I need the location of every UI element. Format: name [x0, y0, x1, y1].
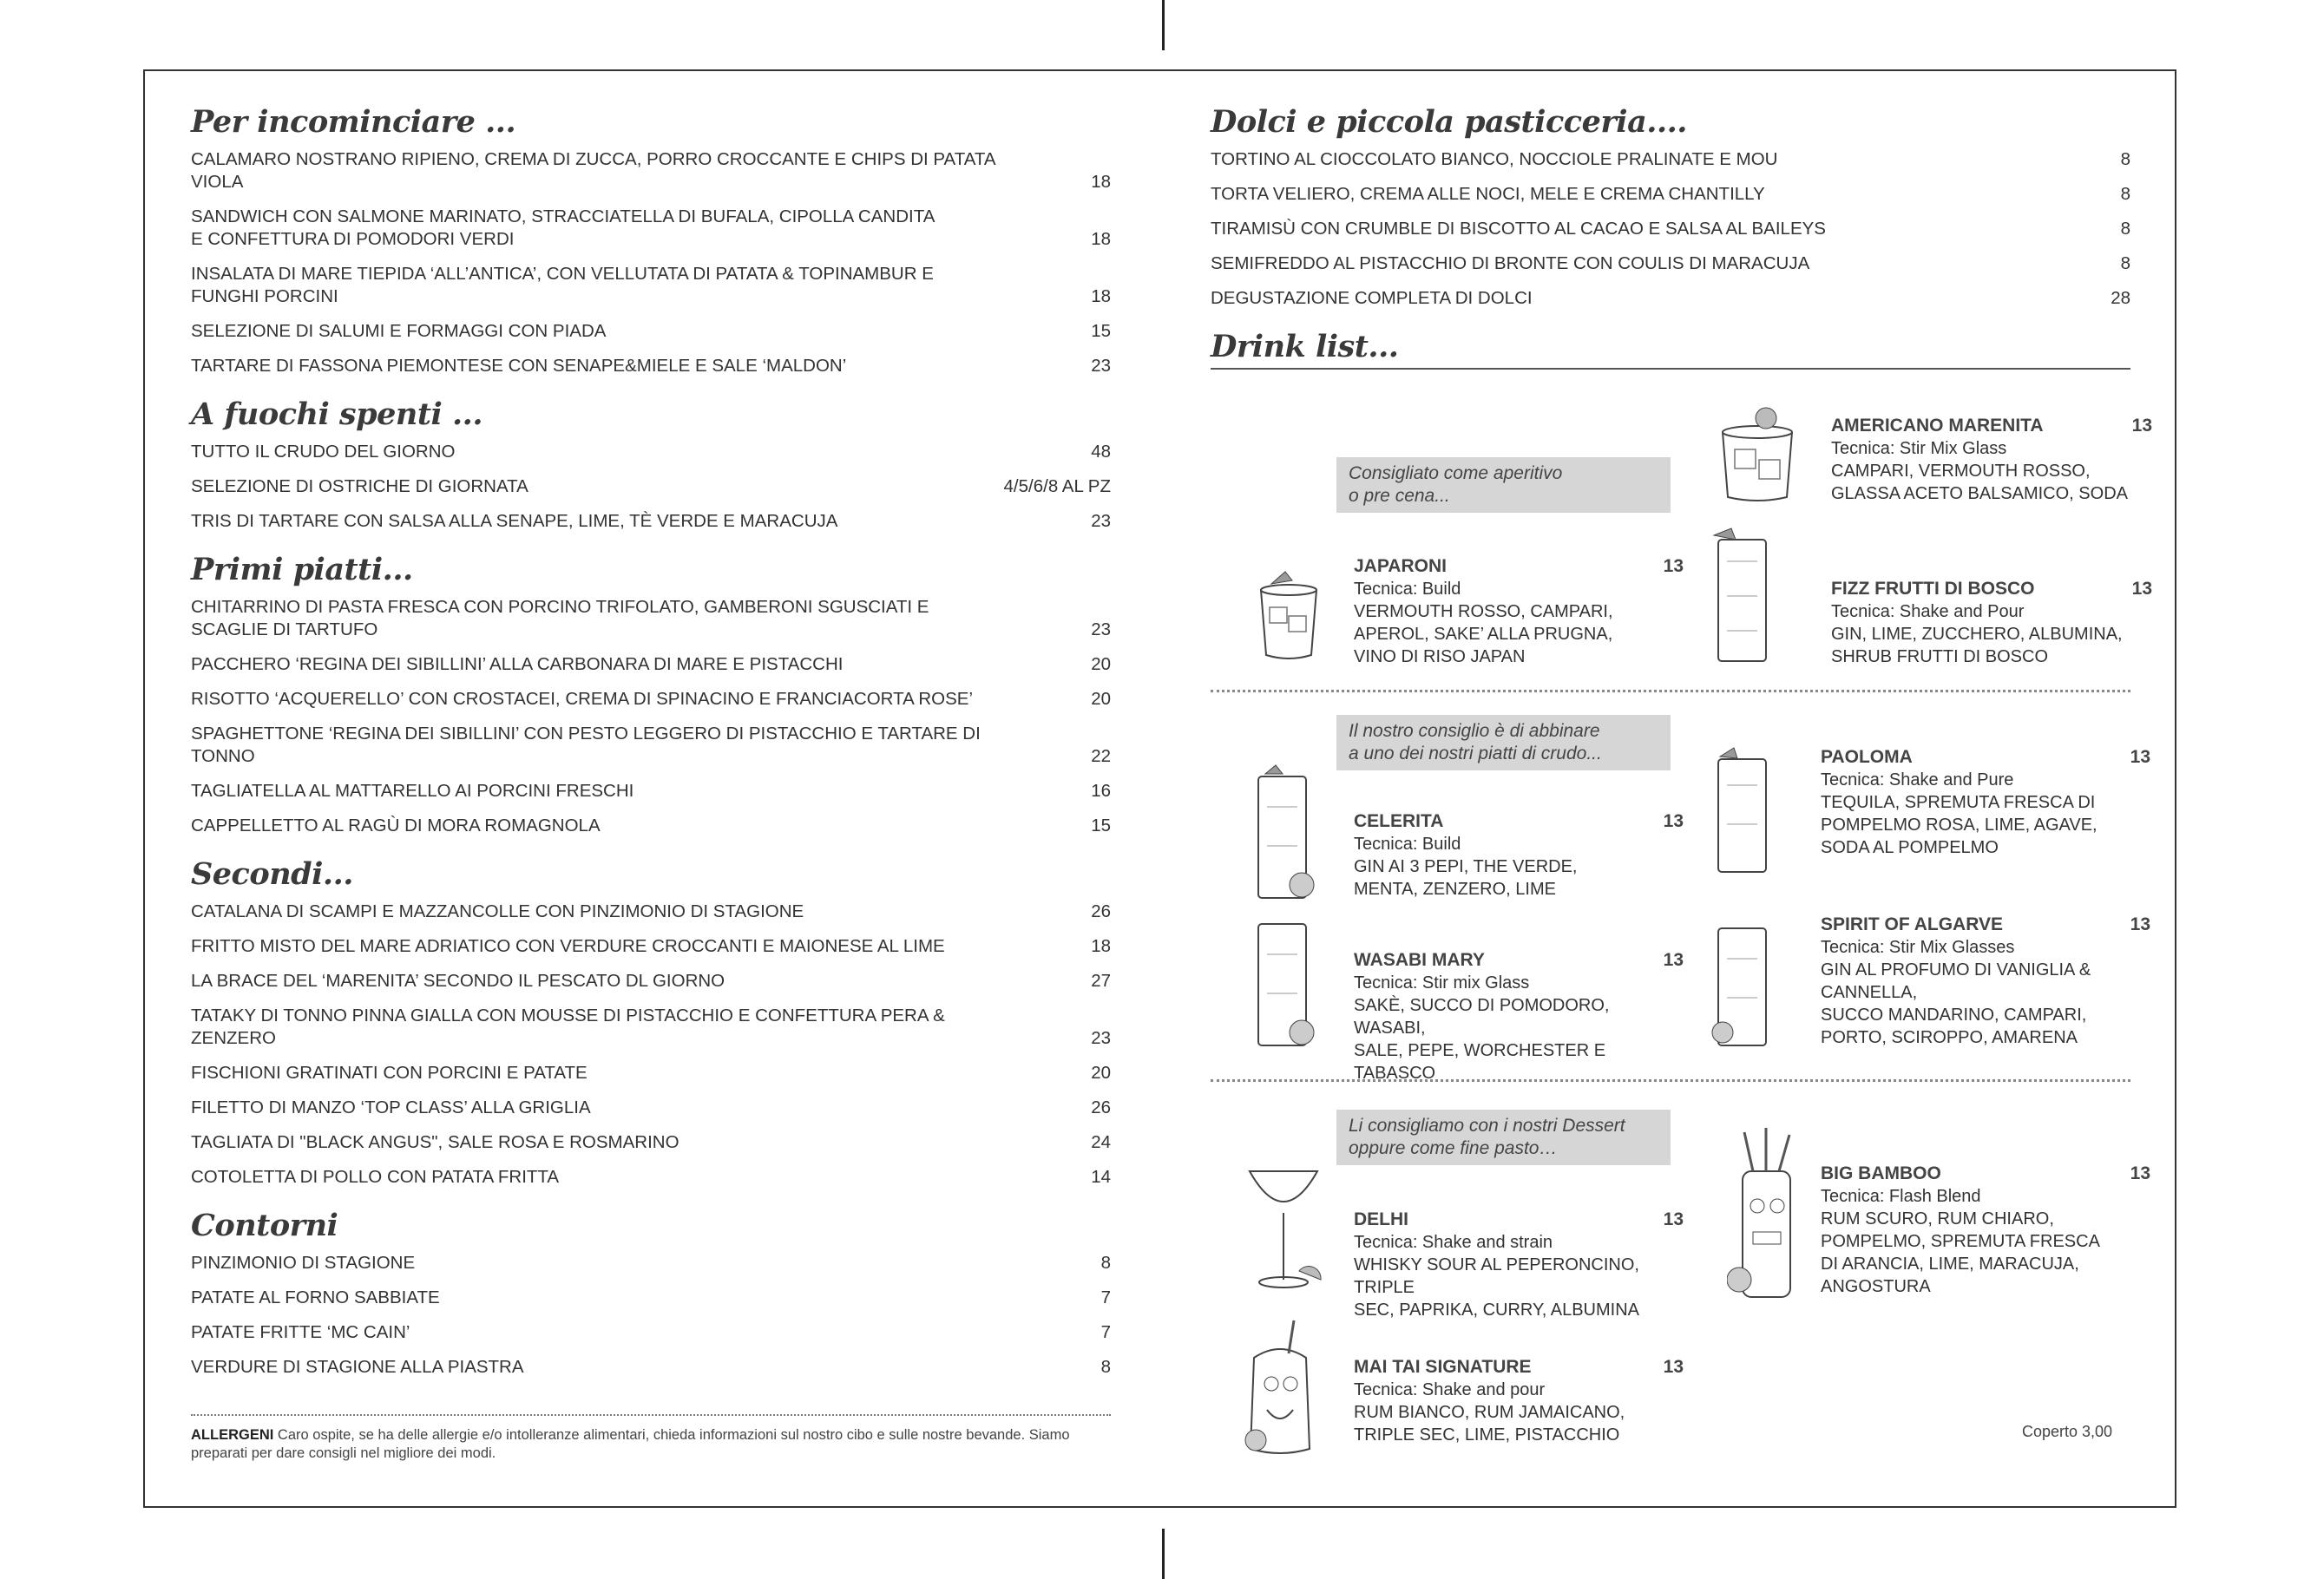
cocktail-header [1821, 914, 2150, 936]
cocktail-technique: Tecnica: Shake and Pure [1821, 770, 2014, 790]
menu-item-price: 18 [1091, 936, 1111, 956]
cocktail-entry [1354, 1356, 1684, 1446]
cocktail-ingredients: VERMOUTH ROSSO, CAMPARI, APEROL, SAKE’ ALLA PRUGNA, VINO DI RISO JAPAN [1354, 602, 1613, 666]
menu-item-name: TAGLIATA DI "BLACK ANGUS", SALE ROSA E ROSMARINO [191, 1132, 679, 1152]
menu-item-price: 14 [1091, 1167, 1111, 1187]
menu-item-name: TAGLIATELLA AL MATTARELLO AI PORCINI FRESCHI [191, 781, 634, 801]
section-title: Primi piatti... [191, 552, 413, 587]
menu-item [191, 1131, 1111, 1154]
cocktail-technique: Tecnica: Flash Blend [1821, 1187, 1981, 1206]
menu-item-price: 7 [1100, 1287, 1111, 1307]
cocktail-header [1821, 1163, 2150, 1185]
cocktail-header [1354, 555, 1684, 578]
cocktail-price: 13 [1663, 1209, 1684, 1229]
menu-item [191, 688, 1111, 711]
cocktail-name: BIG BAMBOO [1821, 1163, 1941, 1183]
cocktail-price: 13 [2130, 1163, 2150, 1183]
menu-item-price: 48 [1091, 442, 1111, 462]
cocktail-entry [1831, 415, 2152, 505]
menu-item-name: PINZIMONIO DI STAGIONE [191, 1253, 416, 1273]
menu-item-price: 23 [1091, 619, 1111, 639]
cocktail-entry [1821, 1163, 2150, 1298]
menu-item [191, 355, 1111, 377]
menu-section [191, 396, 1111, 533]
cocktail-price: 13 [1663, 556, 1684, 576]
menu-item [191, 1062, 1111, 1084]
cocktail-ingredients: GIN, LIME, ZUCCHERO, ALBUMINA, SHRUB FRUTTI DI BOSCO [1831, 625, 2123, 666]
menu-item-name: PATATE AL FORNO SABBIATE [191, 1287, 440, 1307]
cocktail-entry [1831, 578, 2152, 668]
menu-item [191, 1356, 1111, 1379]
cocktail-header [1831, 415, 2152, 437]
cocktail-price: 13 [1663, 811, 1684, 831]
menu-item-name: DEGUSTAZIONE COMPLETA DI DOLCI [1211, 288, 1533, 308]
menu-item-price: 26 [1091, 901, 1111, 921]
cocktail-name: WASABI MARY [1354, 950, 1485, 970]
menu-item [191, 206, 1111, 251]
menu-item [1211, 148, 2130, 171]
cocktail-header [1821, 746, 2150, 769]
cocktail-name: MAI TAI SIGNATURE [1354, 1357, 1532, 1377]
menu-item-price: 20 [1091, 654, 1111, 674]
menu-item-name: SELEZIONE DI SALUMI E FORMAGGI CON PIADA [191, 321, 607, 341]
menu-item-name: TATAKY DI TONNO PINNA GIALLA CON MOUSSE DI PISTACCHIO E CONFETTURA PERA & ZENZERO [191, 1006, 945, 1048]
menu-item-name: TARTARE DI FASSONA PIEMONTESE CON SENAPE&MIELE E SALE ‘MALDON’ [191, 356, 847, 376]
menu-item-price: 8 [1100, 1253, 1111, 1273]
menu-item-price: 4/5/6/8 AL PZ [1003, 476, 1111, 496]
menu-item-price: 24 [1091, 1132, 1111, 1152]
cocktail-ingredients: GIN AL PROFUMO DI VANIGLIA & CANNELLA, SUCCO MANDARINO, CAMPARI, PORTO, SCIROPPO, AMARENA [1821, 960, 2091, 1047]
menu-item-price: 26 [1091, 1097, 1111, 1117]
menu-item-price: 8 [2120, 219, 2130, 239]
menu-item [1211, 218, 2130, 240]
tiki-mug-icon [1237, 1319, 1323, 1462]
section-dolci [1211, 104, 2130, 310]
cocktail-technique: Tecnica: Stir Mix Glass [1831, 439, 2007, 458]
rocks-glass-icon [1254, 568, 1323, 664]
highball-glass-icon [1710, 527, 1775, 665]
menu-item-name: LA BRACE DEL ‘MARENITA’ SECONDO IL PESCATO DL GIORNO [191, 971, 725, 991]
cocktail-ingredients: RUM BIANCO, RUM JAMAICANO, TRIPLE SEC, LIME, PISTACCHIO [1354, 1403, 1625, 1445]
cocktail-technique: Tecnica: Build [1354, 580, 1461, 599]
divider [1211, 690, 2130, 692]
menu-item-price: 20 [1091, 689, 1111, 709]
menu-item-name: SPAGHETTONE ‘REGINA DEI SIBILLINI’ CON PESTO LEGGERO DI PISTACCHIO E TARTARE DI TONNO [191, 724, 981, 766]
cocktail-technique: Tecnica: Stir mix Glass [1354, 973, 1530, 993]
cocktail-technique: Tecnica: Build [1354, 835, 1461, 854]
menu-item [191, 935, 1111, 958]
menu-item [191, 653, 1111, 676]
fold-mark-top [1162, 0, 1165, 50]
cocktail-price: 13 [2130, 747, 2150, 767]
cocktail-name: AMERICANO MARENITA [1831, 416, 2044, 436]
menu-item [191, 970, 1111, 993]
cocktail-name: SPIRIT OF ALGARVE [1821, 914, 2004, 934]
menu-item-price: 8 [1100, 1357, 1111, 1377]
menu-item-name: RISOTTO ‘ACQUERELLO’ CON CROSTACEI, CREMA DI SPINACINO E FRANCIACORTA ROSE’ [191, 689, 973, 709]
menu-item [1211, 183, 2130, 206]
section-title: Contorni [191, 1208, 338, 1243]
menu-item-name: TORTINO AL CIOCCOLATO BIANCO, NOCCIOLE PRALINATE E MOU [1211, 149, 1778, 169]
menu-item-price: 23 [1091, 511, 1111, 531]
menu-item-name: TRIS DI TARTARE CON SALSA ALLA SENAPE, LIME, TÈ VERDE E MARACUJA [191, 511, 838, 531]
menu-item-name: FILETTO DI MANZO ‘TOP CLASS’ ALLA GRIGLIA [191, 1097, 591, 1117]
cocktail-header [1354, 949, 1684, 972]
right-column [1211, 104, 2130, 370]
menu-item-price: 16 [1091, 781, 1111, 801]
cocktail-ingredients: WHISKY SOUR AL PEPERONCINO, TRIPLE SEC, PAPRIKA, CURRY, ALBUMINA [1354, 1255, 1639, 1320]
cocktail-header [1354, 1209, 1684, 1231]
menu-item-name: TORTA VELIERO, CREMA ALLE NOCI, MELE E CREMA CHANTILLY [1211, 184, 1765, 204]
menu-item [1211, 252, 2130, 275]
menu-item-price: 7 [1100, 1322, 1111, 1342]
menu-item [191, 723, 1111, 768]
menu-item-price: 18 [1091, 229, 1111, 249]
menu-item-price: 23 [1091, 356, 1111, 376]
menu-section [191, 1208, 1111, 1379]
cocktail-ingredients: TEQUILA, SPREMUTA FRESCA DI POMPELMO ROSA, LIME, AGAVE, SODA AL POMPELMO [1821, 793, 2098, 857]
menu-item-price: 15 [1091, 816, 1111, 835]
drink-list-header [1211, 329, 2130, 370]
cocktail-entry [1354, 949, 1684, 1084]
menu-item [1211, 287, 2130, 310]
callout-crudo: Il nostro consiglio è di abbinare a uno dei nostri piatti di crudo... [1336, 715, 1671, 770]
cocktail-ingredients: CAMPARI, VERMOUTH ROSSO, GLASSA ACETO BALSAMICO, SODA [1831, 462, 2128, 503]
cocktail-ingredients: SAKÈ, SUCCO DI POMODORO, WASABI, SALE, PEPE, WORCHESTER E TABASCO [1354, 996, 1610, 1083]
menu-item-price: 27 [1091, 971, 1111, 991]
menu-item-name: SEMIFREDDO AL PISTACCHIO DI BRONTE CON COULIS DI MARACUJA [1211, 253, 1810, 273]
menu-item [191, 475, 1111, 498]
cocktail-price: 13 [1663, 1357, 1684, 1377]
section-title: Secondi... [191, 856, 353, 892]
menu-item-name: TIRAMISÙ CON CRUMBLE DI BISCOTTO AL CACAO E SALSA AL BAILEYS [1211, 219, 1826, 239]
menu-section [191, 856, 1111, 1189]
menu-item [191, 1005, 1111, 1050]
highball-glass-icon [1710, 915, 1775, 1050]
highball-glass-icon [1248, 763, 1317, 902]
cocktail-technique: Tecnica: Stir Mix Glasses [1821, 938, 2015, 957]
menu-item-price: 8 [2120, 184, 2130, 204]
menu-item-price: 18 [1091, 286, 1111, 306]
cocktail-entry [1354, 810, 1684, 901]
menu-item-name: FRITTO MISTO DEL MARE ADRIATICO CON VERDURE CROCCANTI E MAIONESE AL LIME [191, 936, 945, 956]
menu-item [191, 1166, 1111, 1189]
menu-item [191, 1321, 1111, 1344]
highball-glass-icon [1248, 911, 1317, 1050]
cocktail-technique: Tecnica: Shake and strain [1354, 1233, 1553, 1252]
menu-item [191, 320, 1111, 343]
section-title: A fuochi spenti ... [191, 396, 483, 432]
callout-aperitivo: Consigliato come aperitivo o pre cena... [1336, 457, 1671, 513]
menu-item-name: SANDWICH CON SALMONE MARINATO, STRACCIATELLA DI BUFALA, CIPOLLA CANDITA E CONFETTURA DI POMODORI VERDI [191, 206, 936, 249]
cocktail-name: JAPARONI [1354, 556, 1447, 576]
cocktail-entry [1354, 555, 1684, 668]
menu-item-name: VERDURE DI STAGIONE ALLA PIASTRA [191, 1357, 524, 1377]
fold-mark-bottom [1162, 1529, 1165, 1579]
menu-section [191, 104, 1111, 377]
section-title: Drink list... [1211, 329, 1399, 364]
cocktail-ingredients: GIN AI 3 PEPI, THE VERDE, MENTA, ZENZERO, LIME [1354, 857, 1578, 899]
menu-item-name: FISCHIONI GRATINATI CON PORCINI E PATATE [191, 1063, 588, 1083]
menu-item [191, 901, 1111, 923]
cocktail-entry [1354, 1209, 1684, 1321]
menu-item [191, 441, 1111, 463]
menu-item [191, 148, 1111, 193]
cocktail-technique: Tecnica: Shake and pour [1354, 1380, 1546, 1399]
menu-item [191, 780, 1111, 803]
cocktail-price: 13 [1663, 950, 1684, 970]
section-title: Per incominciare ... [191, 104, 516, 140]
cocktail-name: DELHI [1354, 1209, 1408, 1229]
menu-item-name: COTOLETTA DI POLLO CON PATATA FRITTA [191, 1167, 560, 1187]
menu-item-price: 8 [2120, 149, 2130, 169]
coperto-note: Coperto 3,00 [2022, 1423, 2113, 1440]
menu-section [191, 552, 1111, 837]
menu-item [191, 1252, 1111, 1274]
menu-item-name: INSALATA DI MARE TIEPIDA ‘ALL’ANTICA’, CON VELLUTATA DI PATATA & TOPINAMBUR E FUNGHI PORCINI [191, 264, 934, 306]
cocktail-header [1831, 578, 2152, 600]
menu-item-name: PACCHERO ‘REGINA DEI SIBILLINI’ ALLA CARBONARA DI MARE E PISTACCHI [191, 654, 844, 674]
cocktail-name: FIZZ FRUTTI DI BOSCO [1831, 579, 2035, 599]
allergen-text: Caro ospite, se ha delle allergie e/o intolleranze alimentari, chieda informazioni sul nostro cibo e sulle nostre bevande. Siamo preparati per dare consigli nel migliore dei modi. [191, 1427, 1070, 1461]
cocktail-entry [1821, 746, 2150, 859]
menu-item [191, 1097, 1111, 1119]
cocktail-price: 13 [2131, 416, 2152, 436]
cocktail-price: 13 [2131, 579, 2152, 599]
menu-item-name: CATALANA DI SCAMPI E MAZZANCOLLE CON PINZIMONIO DI STAGIONE [191, 901, 804, 921]
allergen-notice [191, 1414, 1111, 1463]
highball-glass-icon [1710, 746, 1775, 876]
menu-item-price: 23 [1091, 1028, 1111, 1048]
allergen-label: ALLERGENI [191, 1427, 274, 1443]
section-title: Dolci e piccola pasticceria.... [1211, 104, 1687, 140]
menu-item [191, 263, 1111, 308]
menu-item-price: 28 [2111, 288, 2130, 308]
menu-item-price: 8 [2120, 253, 2130, 273]
left-column [191, 104, 1111, 1398]
menu-item [191, 1287, 1111, 1309]
menu-item-name: CHITARRINO DI PASTA FRESCA CON PORCINO TRIFOLATO, GAMBERONI SGUSCIATI E SCAGLIE DI TARTUFO [191, 597, 929, 639]
menu-item-name: PATATE FRITTE ‘MC CAIN’ [191, 1322, 410, 1342]
menu-item [191, 510, 1111, 533]
tiki-mug-icon [1727, 1128, 1805, 1306]
menu-item-price: 15 [1091, 321, 1111, 341]
cocktail-header [1354, 1356, 1684, 1379]
menu-item-price: 22 [1091, 746, 1111, 766]
menu-item-name: CALAMARO NOSTRANO RIPIENO, CREMA DI ZUCCA, PORRO CROCCANTE E CHIPS DI PATATA VIOLA [191, 149, 995, 192]
callout-dessert: Li consigliamo con i nostri Dessert oppure come fine pasto… [1336, 1110, 1671, 1165]
menu-item-price: 20 [1091, 1063, 1111, 1083]
cocktail-technique: Tecnica: Shake and Pour [1831, 602, 2025, 621]
cocktail-header [1354, 810, 1684, 833]
rocks-glass-icon [1714, 406, 1801, 506]
cocktail-ingredients: RUM SCURO, RUM CHIARO, POMPELMO, SPREMUTA FRESCA DI ARANCIA, LIME, MARACUJA, ANGOSTURA [1821, 1209, 2100, 1296]
menu-item [191, 596, 1111, 641]
coupe-glass-icon [1243, 1163, 1325, 1293]
menu-item-name: TUTTO IL CRUDO DEL GIORNO [191, 442, 456, 462]
menu-item [191, 815, 1111, 837]
menu-item-price: 18 [1091, 172, 1111, 192]
cocktail-price: 13 [2130, 914, 2150, 934]
cocktail-name: CELERITA [1354, 811, 1444, 831]
menu-item-name: SELEZIONE DI OSTRICHE DI GIORNATA [191, 476, 528, 496]
menu-item-name: CAPPELLETTO AL RAGÙ DI MORA ROMAGNOLA [191, 816, 601, 835]
cocktail-name: PAOLOMA [1821, 747, 1913, 767]
cocktail-entry [1821, 914, 2150, 1049]
